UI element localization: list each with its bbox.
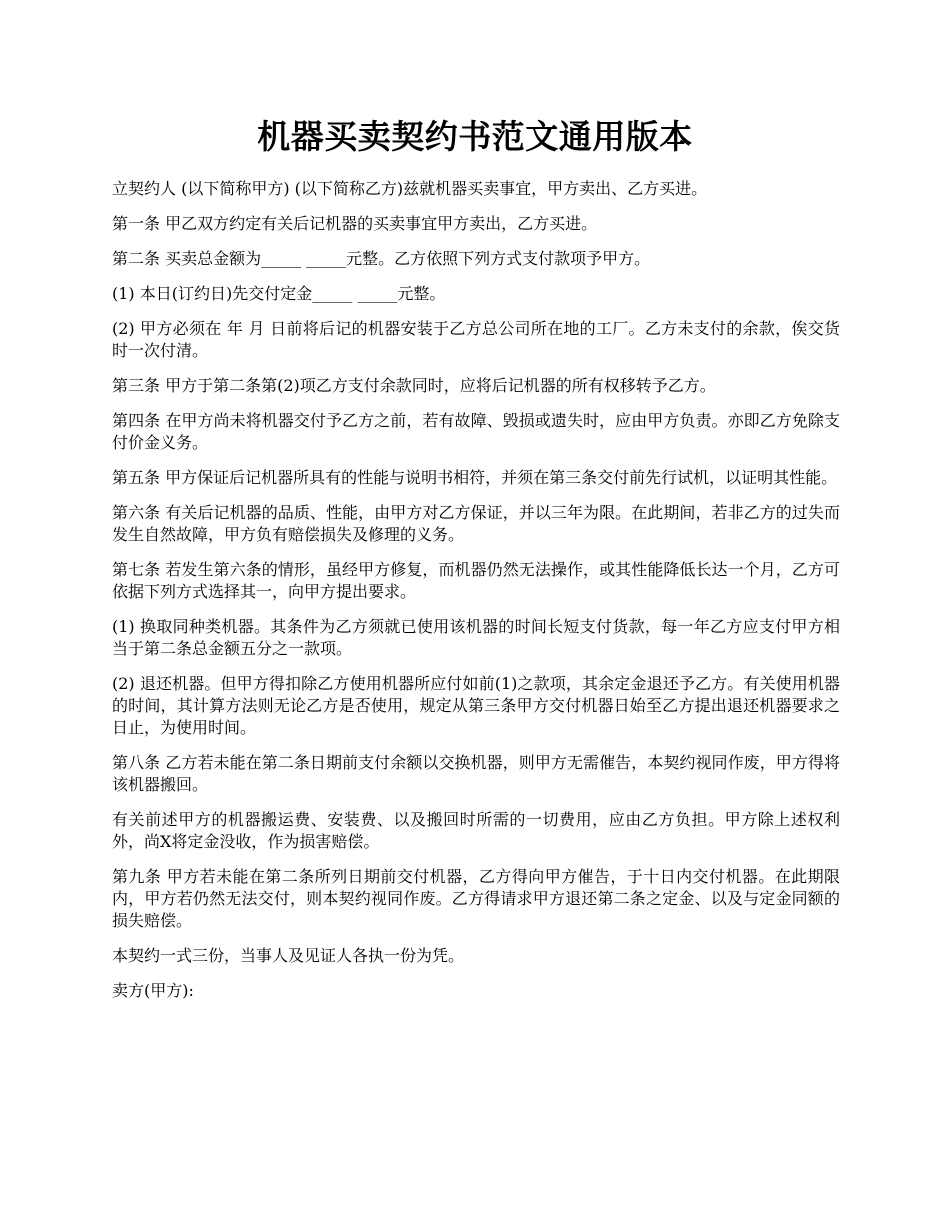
document-title: 机器买卖契约书范文通用版本 xyxy=(257,117,693,156)
article-7-item-1-paragraph: (1) 换取同种类机器。其条件为乙方须就已使用该机器的时间长短支付货款，每一年乙方应支付甲方相当于第二条总金额五分之一款项。 xyxy=(112,617,840,658)
article-6-paragraph: 第六条 有关后记机器的品质、性能，由甲方对乙方保证，并以三年为限。在此期间，若非乙方的过失而发生自然故障，甲方负有赔偿损失及修理的义务。 xyxy=(112,503,840,544)
article-2-item-1-paragraph: (1) 本日(订约日)先交付定金_____ _____元整。 xyxy=(112,284,446,303)
article-5-paragraph: 第五条 甲方保证后记机器所具有的性能与说明书相符，并须在第三条交付前先行试机，以证明其性能。 xyxy=(112,468,838,487)
article-1-paragraph: 第一条 甲乙双方约定有关后记机器的买卖事宜甲方卖出，乙方买进。 xyxy=(112,214,598,233)
article-2-paragraph: 第二条 买卖总金额为_____ _____元整。乙方依照下列方式支付款项予甲方。 xyxy=(112,249,651,268)
seller-signature-label: 卖方(甲方): xyxy=(112,981,194,1000)
document-body xyxy=(112,178,840,1015)
copies-paragraph: 本契约一式三份，当事人及见证人各执一份为凭。 xyxy=(112,946,465,965)
article-7-item-2-paragraph: (2) 退还机器。但甲方得扣除乙方使用机器所应付如前(1)之款项，其余定金退还予乙方。有关使用机器的时间，其计算方法则无论乙方是否使用，规定从第三条甲方交付机器日始至乙方提出退还机器要求之日止，为使用时间。 xyxy=(112,674,840,737)
article-2-item-2-paragraph: (2) 甲方必须在 年 月 日前将后记的机器安装于乙方总公司所在地的工厂。乙方未支付的余款，俟交货时一次付清。 xyxy=(112,319,840,360)
preamble-paragraph: 立契约人 (以下简称甲方) (以下简称乙方)兹就机器买卖事宜，甲方卖出、乙方买进。 xyxy=(112,179,708,198)
article-9-paragraph: 第九条 甲方若未能在第二条所列日期前交付机器，乙方得向甲方催告，于十日内交付机器。在此期限内，甲方若仍然无法交付，则本契约视同作废。乙方得请求甲方退还第二条之定金、以及与定金同额的损失赔偿。 xyxy=(112,867,840,930)
article-3-paragraph: 第三条 甲方于第二条第(2)项乙方支付余款同时，应将后记机器的所有权移转予乙方。 xyxy=(112,376,716,395)
article-8-paragraph: 第八条 乙方若未能在第二条日期前支付余额以交换机器，则甲方无需催告，本契约视同作废，甲方得将该机器搬回。 xyxy=(112,753,840,794)
article-4-paragraph: 第四条 在甲方尚未将机器交付予乙方之前，若有故障、毁损或遗失时，应由甲方负责。亦即乙方免除支付价金义务。 xyxy=(112,411,840,452)
article-7-paragraph: 第七条 若发生第六条的情形，虽经甲方修复，而机器仍然无法操作，或其性能降低长达一个月，乙方可依据下列方式选择其一，向甲方提出要求。 xyxy=(112,560,840,601)
article-8-costs-paragraph: 有关前述甲方的机器搬运费、安装费、以及搬回时所需的一切费用，应由乙方负担。甲方除上述权利外，尚X将定金没收，作为损害赔偿。 xyxy=(112,810,840,851)
